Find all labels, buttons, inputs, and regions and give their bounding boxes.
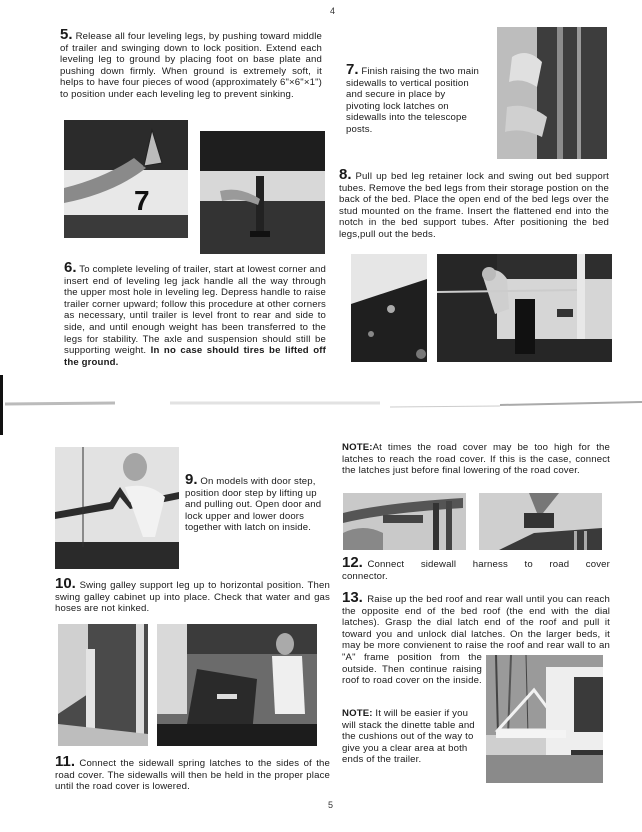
step-9 — [185, 471, 325, 534]
page-number-bottom: 5 — [328, 800, 334, 810]
step-5 — [60, 26, 322, 101]
step-11 — [55, 753, 330, 793]
step-7 — [346, 61, 482, 136]
step-8-number: 8. — [339, 166, 352, 183]
step-12-number: 12. — [342, 554, 363, 571]
note-text: It will be easier if you will stack the dinette table and the cushions out of the way to give you a clear area at both ends of the trailer. — [342, 708, 475, 766]
step-8 — [339, 166, 609, 241]
step-7-number: 7. — [346, 61, 359, 78]
photo-door-step — [55, 447, 179, 569]
step-7-text: Finish raising the two main sidewalls to vertical position and secure in place by pivoting lock latches on sidewalls into the telescope posts. — [346, 66, 479, 135]
step-10-text: Swing galley support leg up to horizontal position. Then swing galley cabinet up into place. Check that water and gas hoses are not kinked. — [55, 580, 330, 615]
page-divider — [0, 398, 642, 410]
step-12 — [342, 554, 610, 582]
photo-bed-leg-stud — [351, 254, 427, 362]
page-number-top: 4 — [330, 6, 336, 16]
step-9-text: On models with door step, position door step by lifting up and pulling out. Open door and lock upper and lower doors together with latch on inside. — [185, 476, 322, 534]
note-road-cover — [342, 442, 610, 477]
photo-galley-support-leg — [58, 624, 148, 746]
step-12-text: Connect sidewall harness to road cover connector. — [342, 559, 610, 582]
step-5-text: Release all four leveling legs, by pushing toward middle of trailer and swinging down to lock position. Extend each leveling leg to ground by placing foot on base plate and pushing down firmly. When ground is extremely soft, it helps to have four pieces of wood (approximately 6"×6"×1") to position under each leveling leg to prevent sinking. — [60, 31, 322, 100]
step-6-number: 6. — [64, 259, 77, 276]
photo-pull-out-bed — [437, 254, 612, 362]
note-label: NOTE: — [342, 708, 373, 719]
photo-galley-cabinet — [157, 624, 317, 746]
photo-caption-digit: 7 — [134, 185, 150, 216]
photo-leveling-leg-release — [64, 118, 188, 238]
photo-jack-leg — [200, 131, 325, 254]
note-text: At times the road cover may be too high for the latches to reach the road cover. If this is the case, connect the latches just before final lowering of the road cover. — [342, 442, 610, 477]
step-13-text-flow: Raise up the bed roof and rear wall until you can reach the opposite end of the bed roof (the end with the dial latches). Grasp the dial latch end of the roof and pull it toward you and unlock dial latches. On the larger beds, it may be more convienent to raise the roof and rear wall to an "A" frame position from the outside. Then continue raising roof to road cover on the inside. — [342, 594, 610, 687]
note-label: NOTE: — [342, 442, 373, 453]
step-11-text: Connect the sidewall spring latches to the sides of the road cover. The sidewalls will then be held in the proper place until the road cover is lowered. — [55, 758, 330, 793]
step-10-number: 10. — [55, 575, 76, 592]
step-13-flow — [342, 589, 610, 777]
step-6-warning: In no case should tires be lifted off the ground. — [64, 345, 326, 368]
step-6-text: To complete leveling of trailer, start at lowest corner and insert end of leveling leg jack handle all the way through the upper most hole in leveling leg. Depress handle to raise trailer corner upward; follow this procedure at other corners as necessary, until trailer is level front to rear and side to side, and until enough weight has been transferred to the legs for stability. The axle and suspension should still be supporting weight. — [64, 264, 326, 357]
photo-sidewall-latch — [497, 27, 607, 159]
step-5-number: 5. — [60, 26, 73, 43]
photo-spring-latch-1 — [343, 493, 466, 550]
step-10 — [55, 575, 330, 615]
photo-spring-latch-2 — [479, 493, 602, 550]
step-8-text: Pull up bed leg retainer lock and swing out bed support tubes. Remove the bed legs from their storage postion on the back of the bed. Place the open end of the bed legs over the stud mounted on the frame. Insert the flattened end into the notch in the bed support tubes. After positioning the bed legs,pull out the beds. — [339, 171, 609, 240]
step-9-number: 9. — [185, 471, 198, 488]
step-11-number: 11. — [55, 753, 76, 770]
step-6 — [64, 259, 326, 368]
step-13-number-flow: 13. — [342, 589, 368, 606]
